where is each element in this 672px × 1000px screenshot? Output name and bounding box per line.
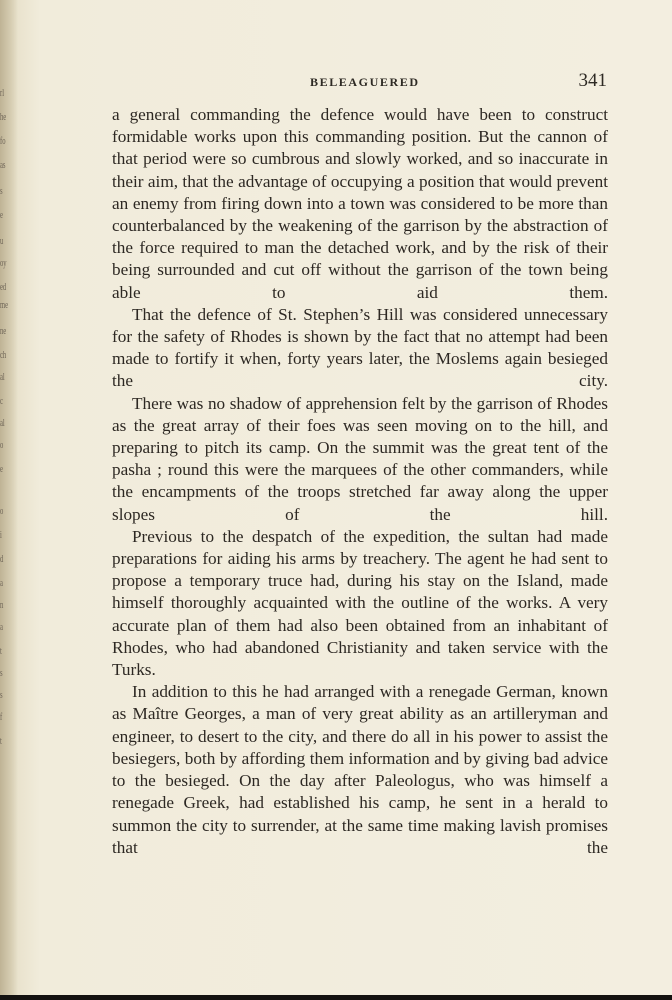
body-text <box>112 104 608 859</box>
bleed-through-text: ch <box>0 349 7 361</box>
paragraph: Previous to the despatch of the expedition, the sultan had made preparations for aiding his arms by treachery. The agent he had sent to propose a temporary truce had, during his stay on the Island, made himself thoroughly acquainted with the outline of the works. A very accurate plan of them had also been obtained from an inhabitant of Rhodes, who had abandoned Christianity and taken service with the Turks. <box>112 526 608 680</box>
paragraph: That the defence of St. Stephen’s Hill was considered unnecessary for the safety of Rhodes is shown by the fact that no attempt had been made to fortify it when, forty years later, the Moslems again besieged the city. <box>112 304 608 391</box>
running-head-title: BELEAGUERED <box>310 75 420 89</box>
scan-border <box>0 995 672 1000</box>
bleed-through-text: ed <box>0 281 7 293</box>
bleed-through-text: o <box>0 505 4 517</box>
bleed-through-text: fo <box>0 135 6 147</box>
bleed-through-text: s <box>0 667 3 679</box>
bleed-through-text: f <box>0 711 3 723</box>
bleed-through-text: i <box>0 529 2 541</box>
bleed-through-text: as <box>0 159 6 171</box>
bleed-through-text: rl <box>0 87 5 99</box>
bleed-through-text: e <box>0 209 3 221</box>
bleed-through-text: a <box>0 621 3 633</box>
paragraph: In addition to this he had arranged with a renegade German, known as Maître Georges, a man of very great ability as an artilleryman and engineer, to desert to the city, and there do all in his power to assist the besiegers, both by affording them information and by giving bad advice to the besieged. On the day after Paleologus, who was himself a renegade Greek, had established his camp, he sent in a herald to summon the city to surrender, at the same time making lavish promises that the <box>112 682 608 857</box>
paragraph: There was no shadow of apprehension felt by the garrison of Rhodes as the great array of their foes was seen moving on to the hill, and preparing to pitch its camp. On the summit was the great tent of the pasha ; round this were the marquees of the other commanders, while the encampments of the troops stretched far away along the upper slopes of the hill. <box>112 393 608 524</box>
bleed-through-text: al <box>0 417 5 429</box>
page-number: 341 <box>578 70 607 91</box>
running-head <box>110 70 610 95</box>
bleed-through-text: a <box>0 577 3 589</box>
bleed-through-text: o <box>0 439 4 451</box>
paragraph: a general commanding the defence would have been to construct formidable works upon this commanding position. But the cannon of that period were so cumbrous and slowly worked, and so inaccurate in their aim, that the advantage of occupying a position that would prevent an enemy from firing down into a town was considered to be more than counterbalanced by the weakening of the garrison by the abstraction of the force required to man the detached work, and by the risk of their being surrounded and cut off without the garrison of the town being able to aid them. <box>112 105 608 302</box>
bleed-through-text: s <box>0 689 3 701</box>
bleed-through-text: u <box>0 235 4 247</box>
facing-page-edge <box>0 0 18 1000</box>
bleed-through-text: c <box>0 395 3 407</box>
bleed-through-text: n <box>0 599 4 611</box>
bleed-through-text: al <box>0 371 5 383</box>
bleed-through-text: t <box>0 645 2 657</box>
bleed-through-text: s <box>0 185 3 197</box>
bleed-through-text: ne <box>0 325 7 337</box>
bleed-through-text: he <box>0 111 7 123</box>
bleed-through-text: e <box>0 463 3 475</box>
bleed-through-text: t <box>0 735 2 747</box>
bleed-through-text: me <box>0 299 9 311</box>
bleed-through-text: oy <box>0 257 7 269</box>
bleed-through-text: d <box>0 553 4 565</box>
